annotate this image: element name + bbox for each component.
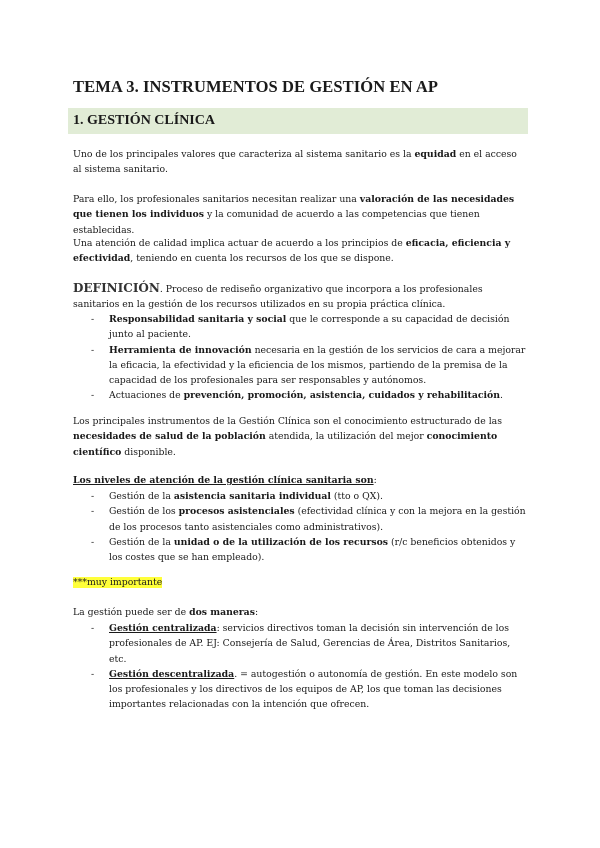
section-title: 1. GESTIÓN CLÍNICA — [73, 113, 215, 128]
list-item: - Herramienta de innovación necesaria en la gestión de los servicios de cara a mejorar la eficacia, la efectividad y la eficiencia de los mismos, partiendo de la premisa de la capacidad de los profesionales para ser responsables y autónomos. — [91, 344, 526, 387]
list-item: - Gestión descentralizada. = autogestión o autonomía de gestión. En este modelo son los profesionales y los directivos de los equipos de AP, los que toman las decisiones importantes relacionadas con la intención que ofrecen. — [91, 668, 518, 711]
paragraph-instrumentos: Los principales instrumentos de la Gestión Clínica son el conocimiento estructurado de las necesidades de salud de la población atendida, la utilización del mejor conocimiento científico disponible. — [73, 416, 502, 458]
section-header-bar — [68, 108, 528, 134]
importance-note — [73, 575, 528, 590]
levels-heading: Los niveles de atención de la gestión clínica sanitaria son: — [73, 475, 377, 486]
highlighted-note: ***muy importante — [73, 577, 163, 588]
list-item: - Gestión centralizada: servicios directivos toman la decisión sin intervención de los profesionales de AP. EJ: Consejería de Salud, Gerencias de Área, Distritos Sanitarios, etc. — [91, 623, 511, 665]
ways-list — [73, 621, 528, 713]
paragraph-equidad: Uno de los principales valores que caracteriza al sistema sanitario es la equidad en el acceso al sistema sanitario. — [73, 149, 517, 176]
definition-label: DEFINICIÓN — [73, 281, 160, 295]
paragraph-valoracion: Para ello, los profesionales sanitarios necesitan realizar una valoración de las necesidades que tienen los individuos y la comunidad de acuerdo a las competencias que tienen establecidas. — [73, 194, 515, 236]
paragraph-calidad: Una atención de calidad implica actuar de acuerdo a los principios de eficacia, eficiencia y efectividad, teniendo en cuenta los recursos de los que se dispone. — [73, 238, 511, 265]
list-item: - Gestión de la unidad o de la utilización de los recursos (r/c beneficios obtenidos y los costes que se han empleado). — [91, 536, 516, 564]
paragraph-maneras: La gestión puede ser de dos maneras: — [73, 607, 259, 618]
list-item: - Gestión de la asistencia sanitaria individual (tto o QX). — [91, 491, 383, 502]
list-item: - Actuaciones de prevención, promoción, asistencia, cuidados y rehabilitación. — [91, 390, 503, 402]
definition-list — [73, 312, 528, 404]
page-title: TEMA 3. INSTRUMENTOS DE GESTIÓN EN AP — [73, 77, 439, 96]
list-item: - Responsabilidad sanitaria y social que le corresponde a su capacidad de decisión junto al paciente. — [91, 314, 510, 341]
list-item: - Gestión de los procesos asistenciales (efectividad clínica y con la mejora en la gestión de los procesos tanto asistenciales como administrativos). — [91, 506, 526, 533]
paragraph-definicion: DEFINICIÓN. Proceso de rediseño organizativo que incorpora a los profesionales sanitarios en la gestión de los recursos utilizados en su propia práctica clínica. — [73, 281, 483, 311]
levels-list — [73, 489, 528, 565]
